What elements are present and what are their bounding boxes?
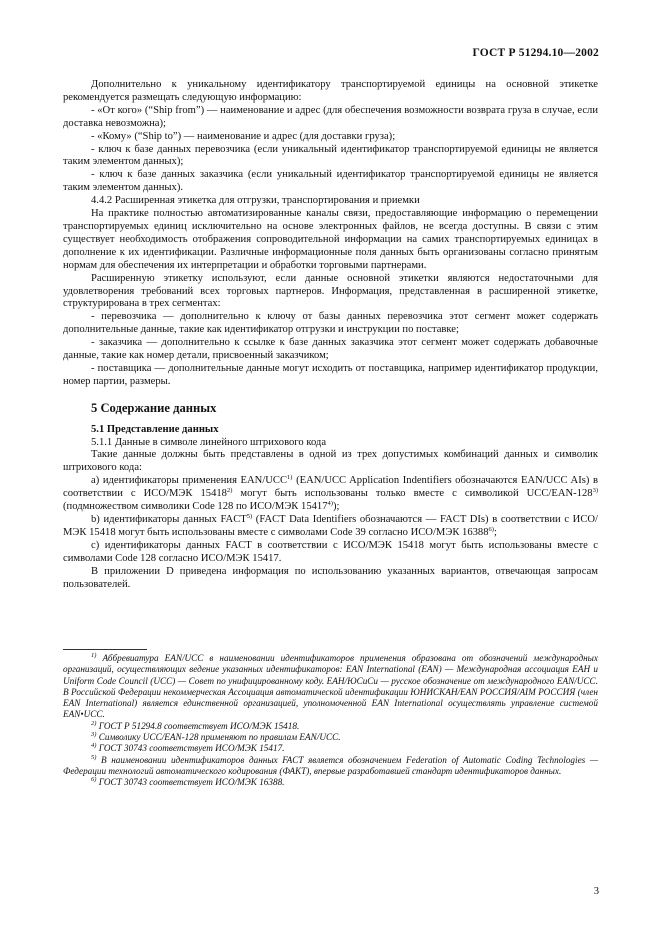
list-item-b xyxy=(63,514,598,540)
footnote-ref: 6) xyxy=(488,525,494,533)
subsection-heading: 5.1.1 Данные в символе линейного штрихового кода xyxy=(91,436,327,448)
list-item: - ключ к базе данных перевозчика (если уникальный идентификатор транспортируемой единицы не является таким элементом данных); xyxy=(63,143,598,168)
subsection-heading: 4.4.2 Расширенная этикетка для отгрузки, транспортирования и приемки xyxy=(91,195,420,207)
text-run: (подмножеством символики Code 128 по ИСО/МЭК 15417 xyxy=(63,501,328,513)
text-run: ); xyxy=(332,501,340,513)
main-text xyxy=(63,79,598,591)
page-number: 3 xyxy=(593,886,599,897)
footnote xyxy=(63,777,598,788)
footnote-ref: 2) xyxy=(226,487,233,495)
footnote-mark: 3) xyxy=(91,731,97,739)
list-item: - заказчика — дополнительно к ссылке к базе данных заказчика этот сегмент может содержать добавочные данные, такие как номер детали, присвоенный заказчиком; xyxy=(63,337,598,362)
text-run: (FACT Data Identifiers обозначаются — FACT DIs) в соответствии с ИСО/МЭК 15418 могут быть использованы вместе с символами Code 39 согласно ИСО/МЭК 16388 xyxy=(63,514,598,538)
footnote xyxy=(63,732,598,743)
footnote-mark: 4) xyxy=(91,742,97,750)
subsection-title: 5.1 Представление данных xyxy=(91,423,219,435)
footnotes xyxy=(63,649,598,789)
list-item-c: c) идентификаторы данных FACT в соответствии с ИСО/МЭК 15418 могут быть использованы вместе с символами Code 128 согласно ИСО/МЭК 15417. xyxy=(63,539,598,564)
footnote xyxy=(63,721,598,732)
footnote-ref: 3) xyxy=(592,487,598,495)
list-item: - перевозчика — дополнительно к ключу от базы данных перевозчика этот сегмент может содержать дополнительные данные, такие как идентификатор отгрузки и инструкции по поставке; xyxy=(63,311,598,336)
paragraph: Такие данные должны быть представлены в одной из трех допустимых комбинаций данных и символик штрихового кода: xyxy=(63,449,598,474)
list-item: - «Кому» (“Ship to”) — наименование и адрес (для доставки груза); xyxy=(91,130,396,142)
footnote-ref: 5) xyxy=(246,513,253,520)
footnote-mark: 1) xyxy=(91,652,97,659)
footnote-mark: 5) xyxy=(91,753,97,761)
footnote xyxy=(63,743,598,754)
section-title: 5 Содержание данных xyxy=(91,400,217,415)
paragraph: На практике полностью автоматизированные каналы связи, предоставляющие информацию о перемещении транспортируемых единиц исключительно на основе электронных файлов, не всегда доступны. В связи с этим существует необходимость отображения сопроводительной информации на самих транспортируемых единицах в дополнение к их идентификации. Различные информационные поля данных быть организованы согласно принятым нормам для обеспечения их интерпретации и обработки торговыми партнерами. xyxy=(63,208,598,271)
text-run: a) идентификаторы применения EAN/UCC xyxy=(91,475,288,487)
footnote-text: В наименовании идентификаторов данных FACT является обозначением Federation of Automatic Coding Technologies — Федерации технологий автоматического кодирования (ФАКТ), впервые разработавшей стандарт идентификаторов данных. xyxy=(63,754,598,776)
footnote-text: ГОСТ 30743 соответствует ИСО/МЭК 15417. xyxy=(96,743,285,754)
footnote-ref: 1) xyxy=(287,474,293,482)
footnote-text: ГОСТ 30743 соответствует ИСО/МЭК 16388. xyxy=(96,777,285,788)
text-run: b) идентификаторы данных FACT xyxy=(91,514,247,525)
text-run: (EAN/UCC Application Indentifiers обозначаются EAN/UCC AIs) в соответствии с ИСО/МЭК 15418 xyxy=(63,475,598,500)
paragraph: Расширенную этикетку используют, если данные основной этикетки являются недостаточными для удовлетворения требований всех торговых партнеров. Информация, представленная в расширенной этикетке, структурирована в трех сегментах: xyxy=(63,272,598,310)
footnote-divider xyxy=(63,649,147,650)
document-code-header: ГОСТ Р 51294.10—2002 xyxy=(472,47,599,59)
footnote-mark: 6) xyxy=(91,776,97,784)
footnote-text: Аббревиатура EAN/UCC в наименовании идентификаторов применения образована от обозначений международных организаций, осуществляющих ведение указанных идентификаторов: EAN International (EAN) — Международная ассоциация ЕАН и Uniform Code Council (UCC) — Совет по унифицированному коду. ЕАН/ЮСиСи — русское обозначение от международного EAN/UCC. В Российской Федерации некоммерческая Ассоциация автоматической идентификации ЮНИСКАН/EAN РОССИЯ/AIM РОССИЯ (член EAN International) является единственной организацией, уполномоченной EAN International осуществлять управление системой EAN•UCC. xyxy=(63,653,598,720)
footnote-ref: 4) xyxy=(327,500,333,508)
text-run: ; xyxy=(493,526,497,538)
footnote xyxy=(63,755,598,778)
list-item: - поставщика — дополнительные данные могут исходить от поставщика, например идентификатор продукции, номер партии, размеры. xyxy=(63,362,598,387)
list-item: - ключ к базе данных заказчика (если уникальный идентификатор транспортируемой единицы не является таким элементом данных). xyxy=(63,169,598,194)
footnote-text: Символику UCC/EAN-128 применяют по правилам EAN/UCC. xyxy=(96,732,341,743)
list-item: - «От кого» (“Ship from”) — наименование и адрес (для обеспечения возможности возврата груза в случае, если доставка невозможна); xyxy=(63,104,598,129)
footnote-mark: 2) xyxy=(91,719,97,727)
paragraph: Дополнительно к уникальному идентификатору транспортируемой единицы на основной этикетке рекомендуется размещать следующую информацию: xyxy=(63,79,598,103)
paragraph: В приложении D приведена информация по использованию указанных вариантов, отвечающая запросам пользователей. xyxy=(63,565,598,590)
footnote xyxy=(63,653,598,721)
text-run: могут быть использованы только вместе с символикой UCC/EAN-128 xyxy=(232,488,593,500)
footnote-text: ГОСТ Р 51294.8 соответствует ИСО/МЭК 15418. xyxy=(96,720,300,731)
list-item-a xyxy=(63,475,598,514)
